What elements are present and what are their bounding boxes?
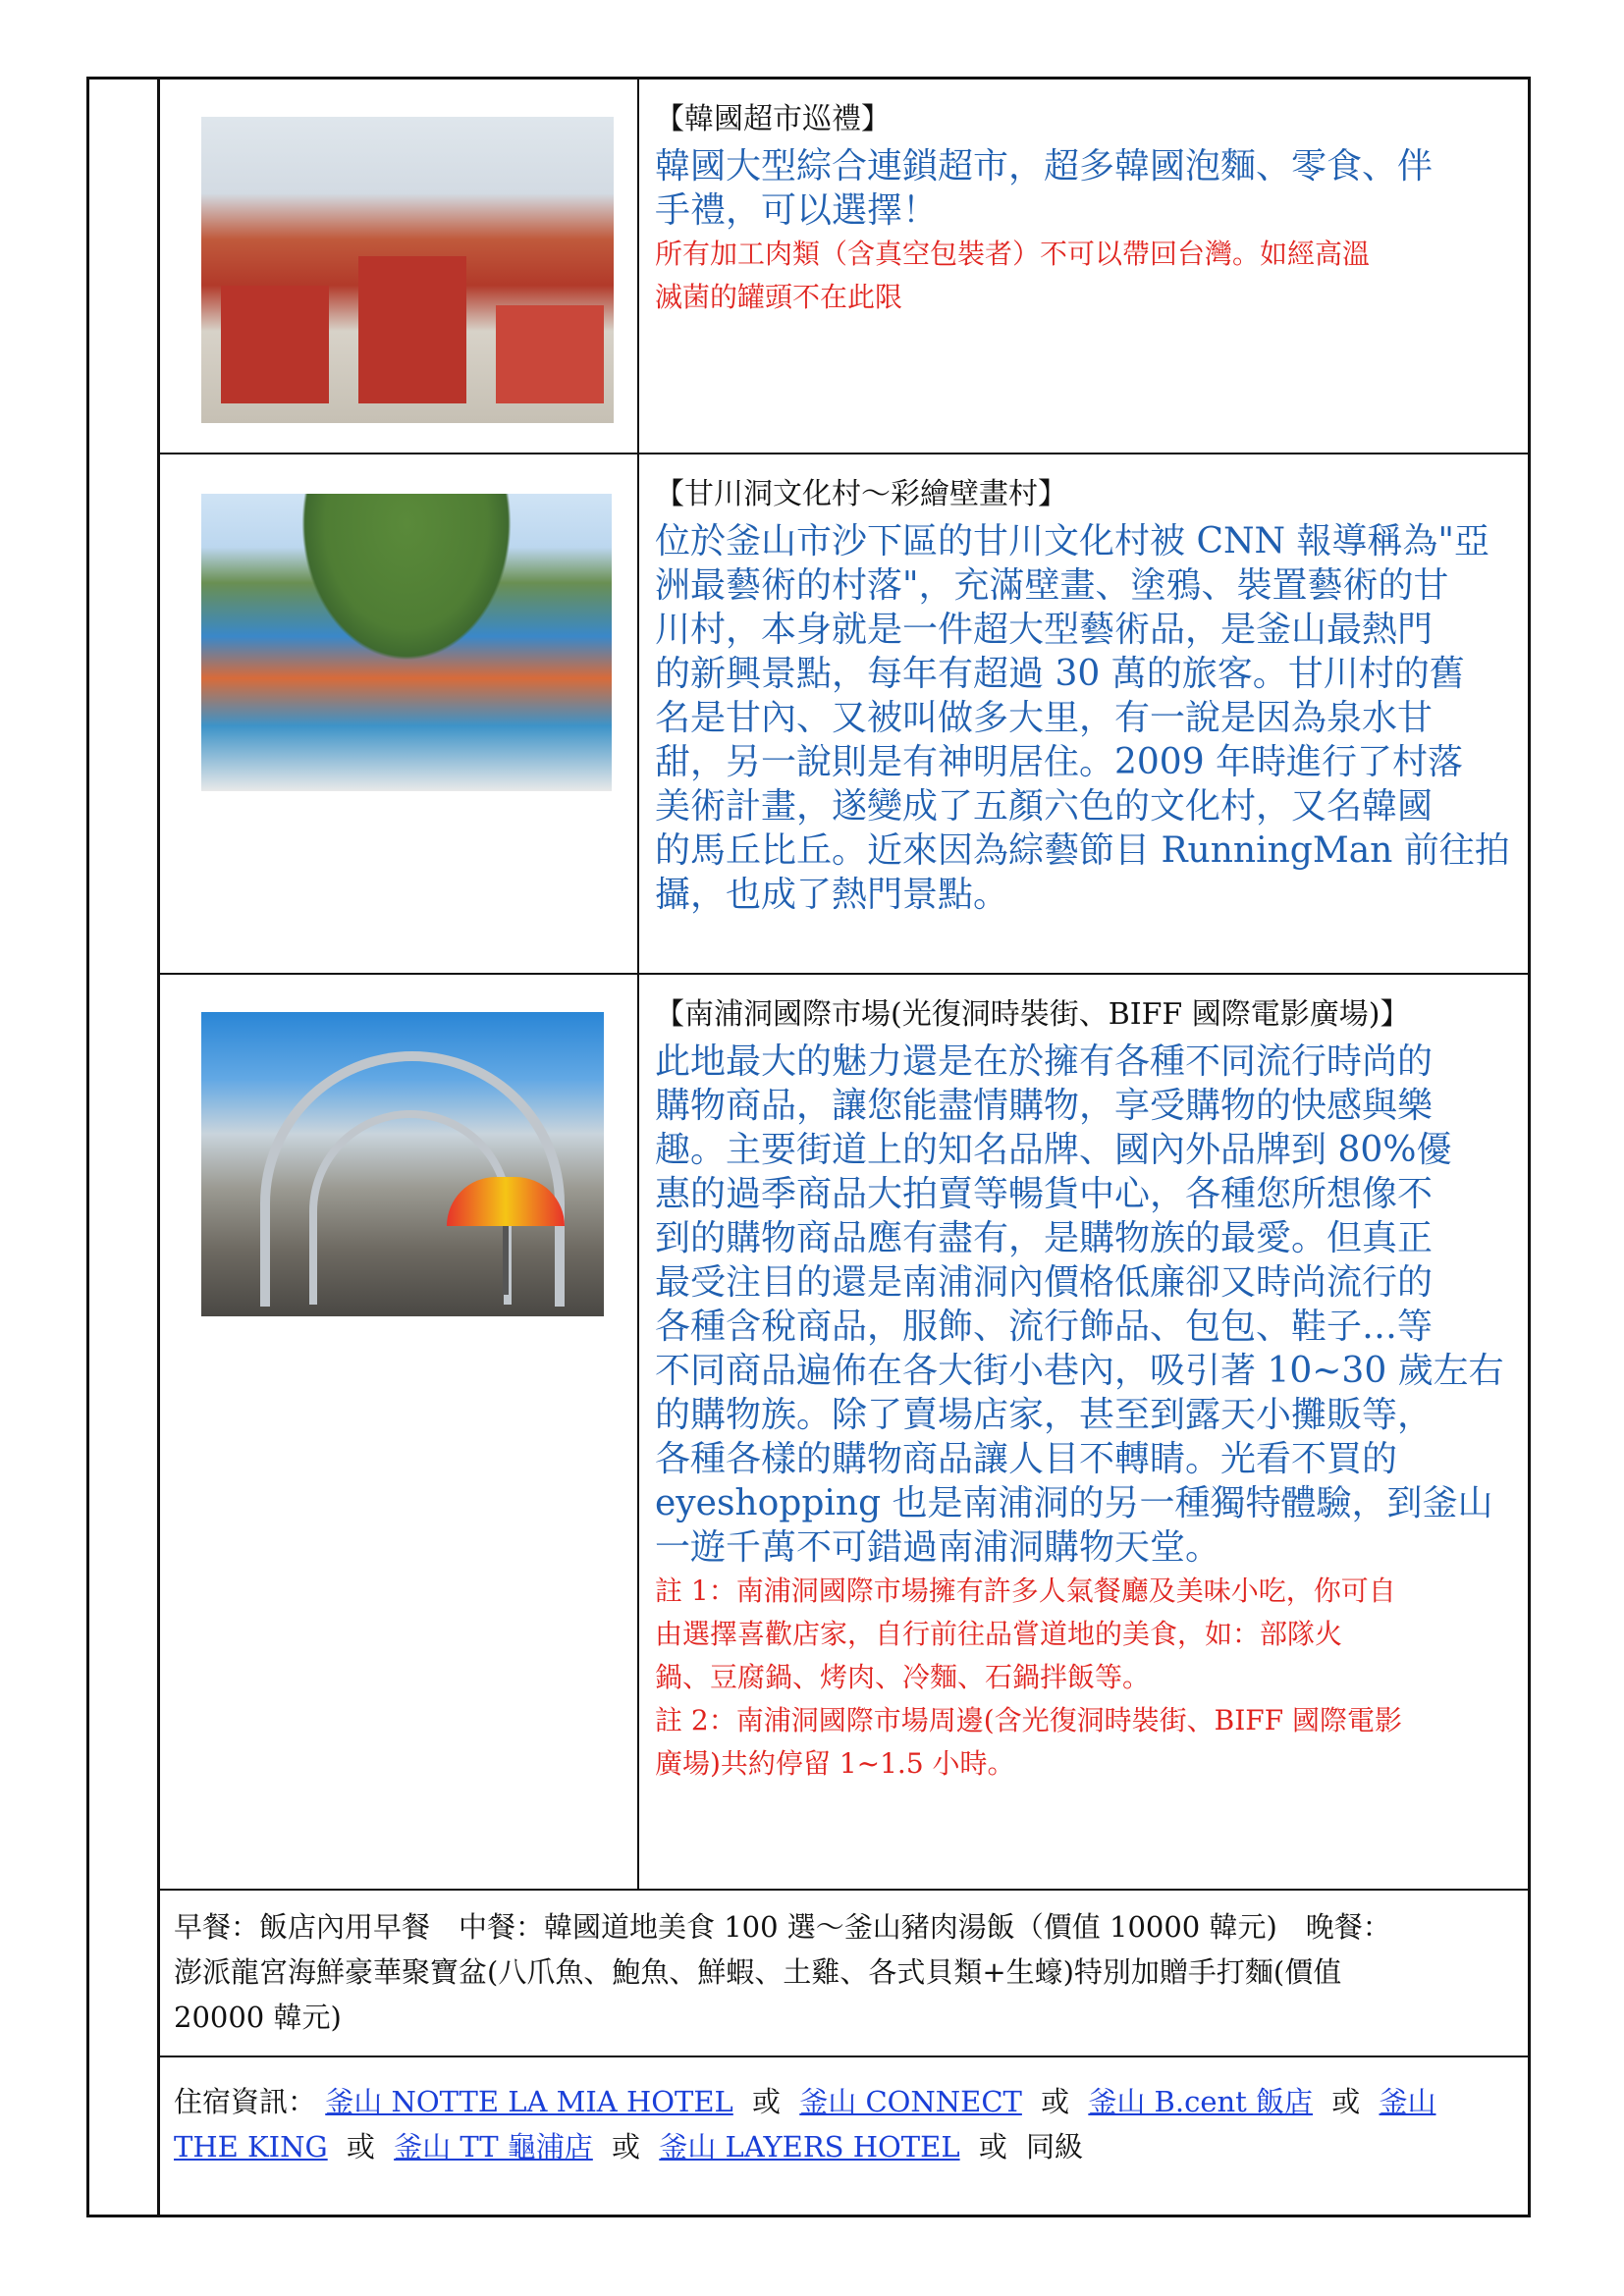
or-text: 或: [752, 2085, 782, 2118]
shelf-shape: [496, 305, 604, 403]
section-nampo: [160, 975, 1528, 1891]
hotel-line: [174, 2124, 1516, 2169]
or-text: 或: [346, 2130, 375, 2163]
note-line: 註 1：南浦洞國際市場擁有許多人氣餐廳及美味小吃，你可自: [655, 1575, 1396, 1607]
note-line: 由選擇喜歡店家，自行前往品嘗道地的美食，如：部隊火: [655, 1618, 1343, 1650]
note-line: 所有加工肉類（含真空包裝者）不可以帶回台灣。如經高溫: [655, 238, 1371, 270]
hotel-row: [160, 2057, 1528, 2215]
meal-line: 早餐：飯店內用早餐 中餐：韓國道地美食 100 選～釜山豬肉湯飯（價值 10000 韓元) 晚餐：: [174, 1910, 1391, 1944]
nampo-photo: [201, 1012, 604, 1316]
supermarket-text: [639, 80, 1528, 453]
hotel-link-the-king[interactable]: THE KING: [174, 2130, 328, 2163]
hotel-text: [160, 2057, 1528, 2169]
hotel-line: [174, 2079, 1516, 2124]
body-line: 各種含稅商品，服飾、流行飾品、包包、鞋子…等: [655, 1307, 1434, 1347]
section-heading: 【韓國超市巡禮】: [655, 102, 891, 136]
body-line: 的馬丘比丘。近來因為綜藝節目 RunningMan 前往拍: [655, 830, 1510, 871]
supermarket-photo: [201, 117, 614, 423]
body-line: 位於釜山市沙下區的甘川文化村被 CNN 報導稱為"亞: [655, 521, 1489, 561]
hotel-link-layers[interactable]: 釜山 LAYERS HOTEL: [659, 2130, 960, 2163]
hotel-link-tt[interactable]: 釜山 TT 龜浦店: [394, 2130, 593, 2163]
body-line: 一遊千萬不可錯過南浦洞購物天堂。: [655, 1527, 1221, 1568]
nampo-text: [639, 975, 1528, 1889]
section-supermarket: [160, 80, 1528, 454]
body-line: 甜，另一說則是有神明居住。2009 年時進行了村落: [655, 742, 1464, 782]
or-text: 或: [1331, 2085, 1361, 2118]
body-line: 的新興景點，每年有超過 30 萬的旅客。甘川村的舊: [655, 654, 1465, 694]
or-text: 或: [612, 2130, 641, 2163]
day-column: [89, 80, 160, 2215]
body-line: 攝，也成了熱門景點。: [655, 875, 1009, 915]
nampo-photo-cell: [160, 975, 639, 1889]
itinerary-table: [86, 77, 1531, 2217]
gamcheon-text: [639, 454, 1528, 973]
body-line: 各種各樣的購物商品讓人目不轉睛。光看不買的: [655, 1439, 1398, 1479]
body-line: 名是甘內、又被叫做多大里，有一說是因為泉水甘: [655, 698, 1434, 738]
umbrella-pole: [503, 1226, 509, 1295]
body-line: 惠的過季商品大拍賣等暢貨中心，各種您所想像不: [655, 1174, 1434, 1214]
body-line: 洲最藝術的村落"，充滿壁畫、塗鴉、裝置藝術的甘: [655, 565, 1449, 606]
section-heading: 【南浦洞國際市場(光復洞時裝街、BIFF 國際電影廣場)】: [655, 997, 1410, 1032]
body-line: 韓國大型綜合連鎖超市，超多韓國泡麵、零食、伴: [655, 146, 1434, 187]
hotel-link-bcent[interactable]: 釜山 B.cent 飯店: [1088, 2085, 1314, 2118]
or-text: 或: [1041, 2085, 1070, 2118]
meals-row: [160, 1891, 1528, 2057]
shelf-shape: [358, 256, 466, 403]
body-line: 最受注目的還是南浦洞內價格低廉卻又時尚流行的: [655, 1262, 1434, 1303]
body-line: 購物商品，讓您能盡情購物，享受購物的快感與樂: [655, 1086, 1434, 1126]
section-heading: 【甘川洞文化村～彩繪壁畫村】: [655, 477, 1067, 511]
section-gamcheon: [160, 454, 1528, 975]
body-line: 的購物族。除了賣場店家，甚至到露天小攤販等，: [655, 1395, 1434, 1435]
body-line: 手禮，可以選擇！: [655, 190, 939, 231]
same-level-text: 同級: [1026, 2130, 1084, 2163]
meal-line: 澎派龍宮海鮮豪華聚寶盆(八爪魚、鮑魚、鮮蝦、土雞、各式貝類+生蠔)特別加贈手打麵(價值: [174, 1955, 1342, 1989]
gamcheon-photo-cell: [160, 454, 639, 973]
body-line: 到的購物商品應有盡有，是購物族的最愛。但真正: [655, 1218, 1434, 1258]
gamcheon-photo: [201, 494, 612, 791]
hotel-link-notte[interactable]: 釜山 NOTTE LA MIA HOTEL: [325, 2085, 733, 2118]
note-line: 滅菌的罐頭不在此限: [655, 281, 903, 313]
body-line: eyeshopping 也是南浦洞的另一種獨特體驗，到釜山: [655, 1483, 1493, 1523]
meal-line: 20000 韓元): [174, 2001, 342, 2034]
note-line: 廣場)共約停留 1~1.5 小時。: [655, 1747, 1015, 1780]
meals-text: [160, 1891, 1528, 2040]
hotel-link-connect[interactable]: 釜山 CONNECT: [799, 2085, 1022, 2118]
body-line: 不同商品遍佈在各大街小巷內，吸引著 10~30 歲左右: [655, 1351, 1504, 1391]
hotel-link-the-king[interactable]: 釜山: [1379, 2085, 1436, 2118]
note-line: 鍋、豆腐鍋、烤肉、冷麵、石鍋拌飯等。: [655, 1661, 1151, 1693]
body-line: 此地最大的魅力還是在於擁有各種不同流行時尚的: [655, 1041, 1434, 1082]
hotel-label: 住宿資訊：: [174, 2085, 317, 2118]
body-line: 趣。主要街道上的知名品牌、國內外品牌到 80%優: [655, 1130, 1452, 1170]
or-text: 或: [978, 2130, 1007, 2163]
body-line: 美術計畫，遂變成了五顏六色的文化村，又名韓國: [655, 786, 1434, 827]
body-line: 川村，本身就是一件超大型藝術品，是釜山最熱門: [655, 610, 1434, 650]
shelf-shape: [221, 286, 329, 403]
note-line: 註 2：南浦洞國際市場周邊(含光復洞時裝街、BIFF 國際電影: [655, 1704, 1403, 1736]
supermarket-photo-cell: [160, 80, 639, 453]
